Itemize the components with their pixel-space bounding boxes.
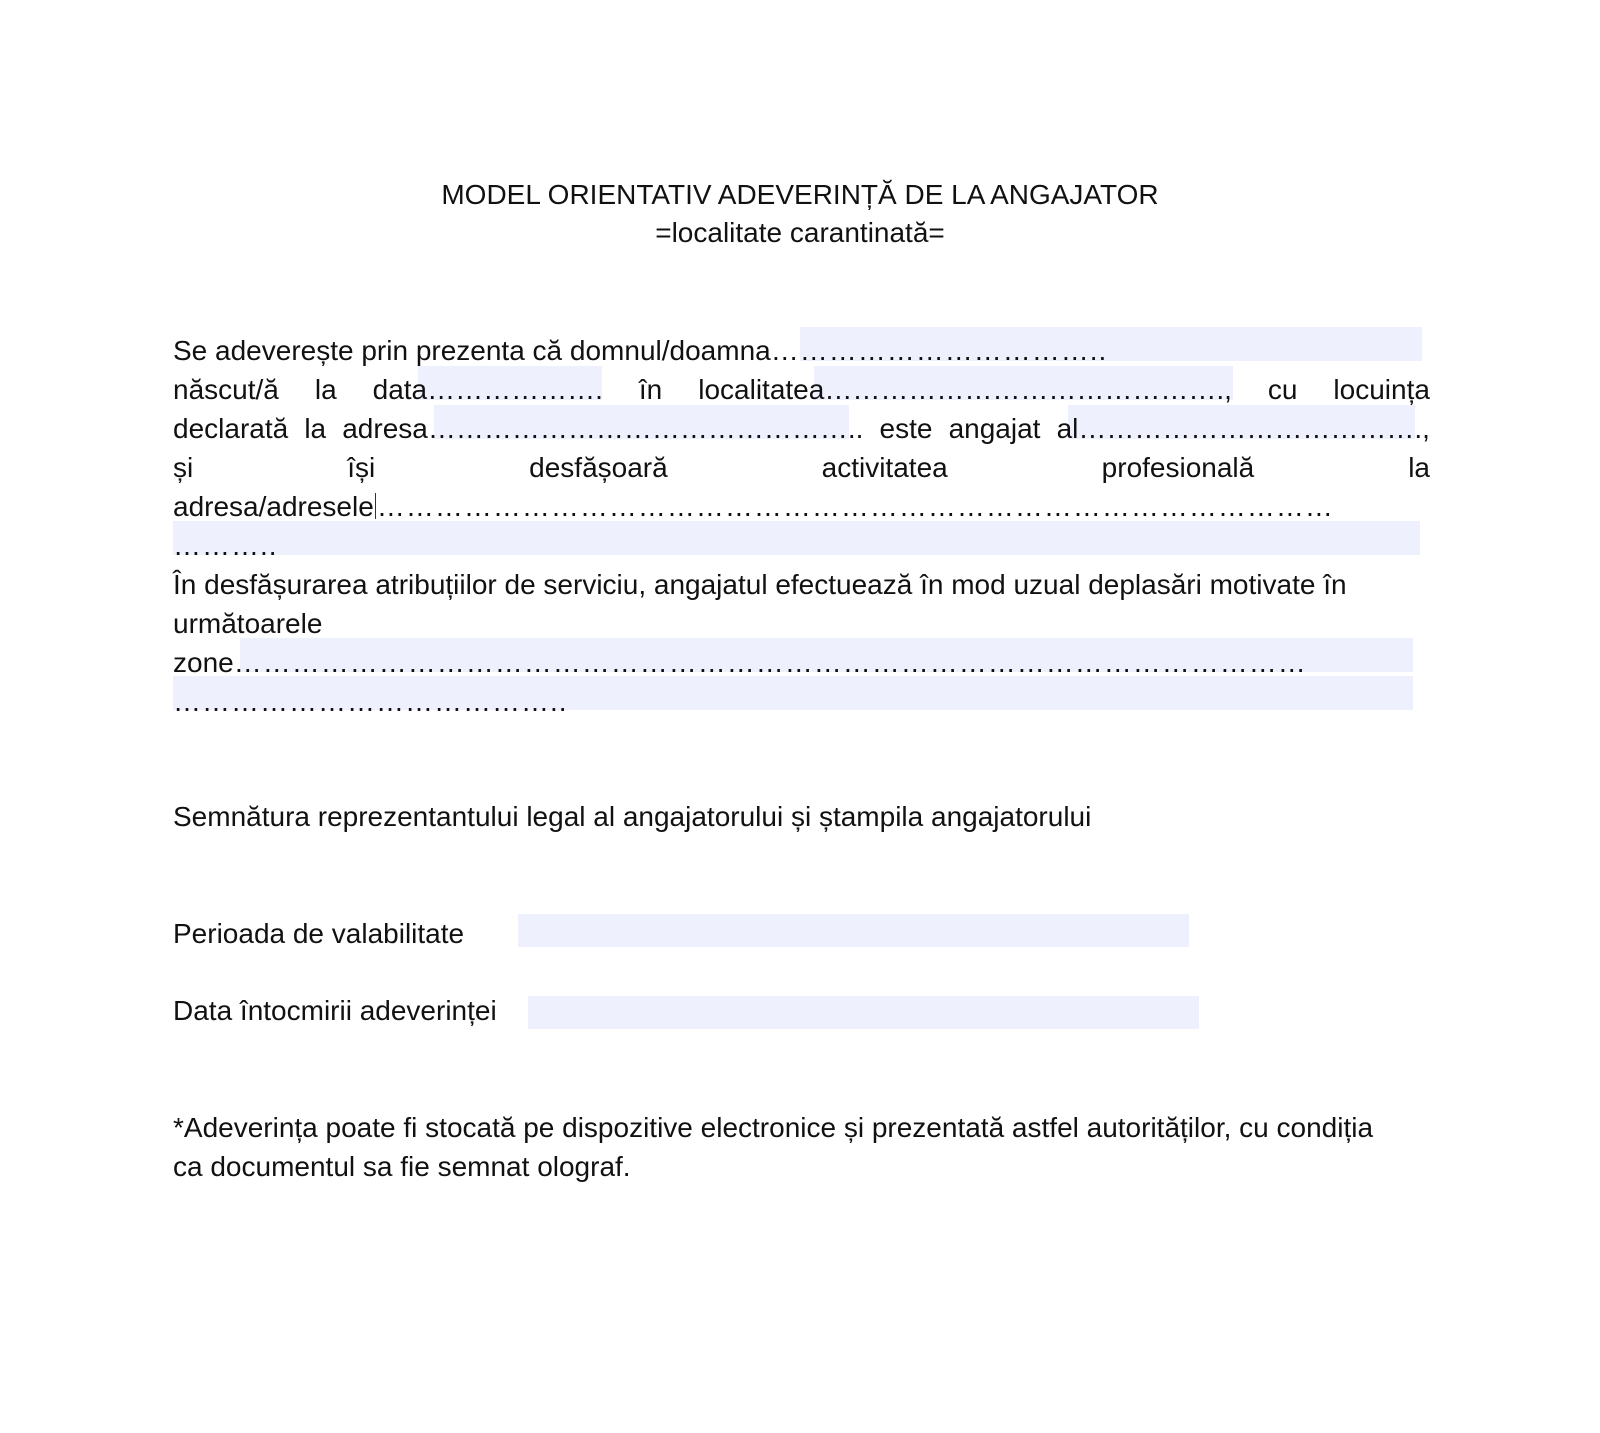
body-line-6 xyxy=(173,529,278,563)
text-cursor xyxy=(375,493,376,519)
birth-place-label: localitatea……………………………………., xyxy=(698,374,1232,405)
employer-label: al………………………………., xyxy=(1056,413,1430,444)
work-address-field[interactable] xyxy=(173,521,1420,555)
note-line-2: ca documentul sa fie semnat olograf. xyxy=(173,1151,631,1182)
word: este xyxy=(879,413,933,444)
zones-dots-continued: ………………………………….. xyxy=(173,686,568,717)
word: și xyxy=(173,452,194,483)
word: cu xyxy=(1267,374,1298,405)
body-line-9 xyxy=(173,646,1307,680)
duties-text: În desfășurarea atribuțiilor de serviciu, angajatul efectuează în mod uzual deplasări motivate în xyxy=(173,569,1347,600)
word: declarată xyxy=(173,413,289,444)
body-line-3 xyxy=(173,412,1430,446)
body-line-1 xyxy=(173,334,1107,368)
word: la xyxy=(304,413,327,444)
validity-label: Perioada de valabilitate xyxy=(173,918,465,949)
name-dots: …………………………….. xyxy=(770,335,1108,366)
body-line-8 xyxy=(173,607,322,641)
word: la xyxy=(1408,452,1430,483)
note-line-1: *Adeverința poate fi stocată pe dispozitive electronice și prezentată astfel autorităților, cu condiția xyxy=(173,1112,1374,1143)
word: activitatea xyxy=(821,452,948,483)
word: își xyxy=(347,452,376,483)
body-line-10 xyxy=(173,685,568,719)
body-line-2 xyxy=(173,373,1430,407)
word: locuința xyxy=(1333,374,1430,405)
document-subtitle: =localitate carantinată= xyxy=(655,217,945,248)
issue-date-label: Data întocmirii adeverinței xyxy=(173,995,497,1026)
word: în xyxy=(638,374,663,405)
validity-field[interactable] xyxy=(518,914,1189,947)
word: angajat xyxy=(948,413,1041,444)
document-title: MODEL ORIENTATIV ADEVERINȚĂ DE LA ANGAJATOR xyxy=(441,179,1159,210)
zones-label: zone xyxy=(173,647,234,678)
birth-date-label: data………………. xyxy=(372,374,603,405)
word: desfășoară xyxy=(529,452,668,483)
work-address-dots-continued: ……….. xyxy=(173,530,278,561)
word: la xyxy=(314,374,337,405)
body-line-5 xyxy=(173,490,1334,524)
zones-dots: ………………………………………………………………………………………………… xyxy=(233,647,1307,678)
intro-text: Se adeverește prin prezenta că domnul/doamna xyxy=(173,335,771,366)
body-line-4 xyxy=(173,451,1430,485)
signature-label: Semnătura reprezentantului legal al angajatorului și ștampila angajatorului xyxy=(173,801,1092,832)
word: născut/ă xyxy=(173,374,279,405)
work-address-dots: ……………………………………………………………………………………… xyxy=(376,491,1334,522)
work-address-label: adresa/adresele xyxy=(173,491,374,522)
issue-date-field[interactable] xyxy=(528,996,1199,1029)
word: profesională xyxy=(1101,452,1255,483)
body-line-7 xyxy=(173,568,1347,602)
duties-text-continued: următoarele xyxy=(173,608,323,639)
address-label: adresa……………………………………….. xyxy=(342,413,864,444)
